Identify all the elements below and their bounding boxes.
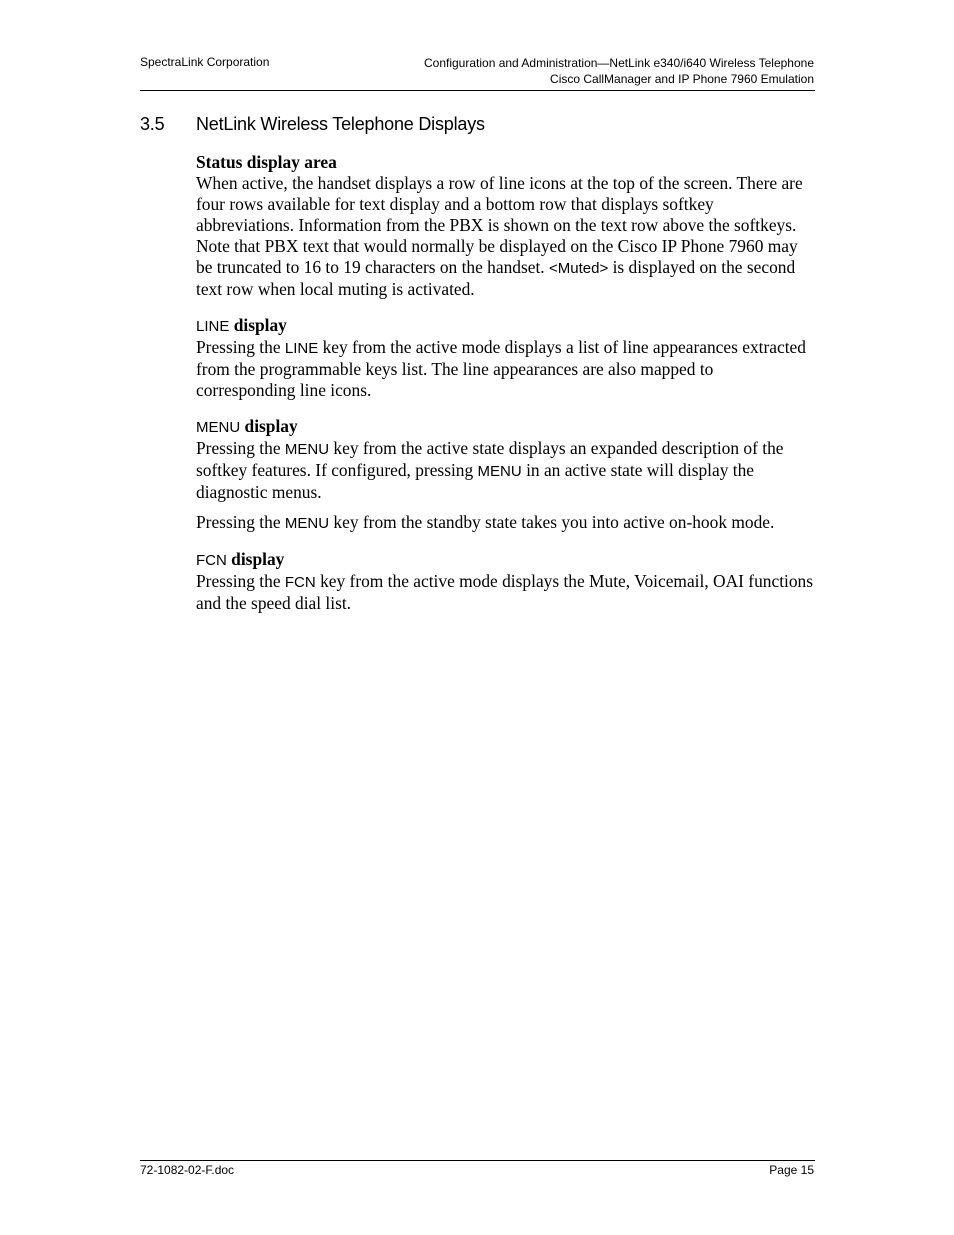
line-text-a: Pressing the: [196, 337, 285, 357]
menu-p1-key1: MENU: [284, 441, 330, 458]
line-heading-rest: display: [229, 315, 287, 335]
header-divider: [140, 90, 815, 91]
menu-paragraph-2: [196, 512, 814, 534]
line-heading-key: LINE: [196, 318, 230, 335]
footer-doc-id: 72-1082-02-F.doc: [140, 1163, 235, 1177]
muted-indicator: <Muted>: [549, 260, 609, 277]
menu-p2-key: MENU: [284, 515, 330, 532]
menu-p2-text-a: Pressing the: [196, 512, 285, 532]
menu-p1-text-c: in an active state will display the diagnostic menus.: [196, 460, 755, 502]
fcn-text-b: key from the active mode displays the Mute, Voicemail, OAI functions and the speed dial list.: [196, 571, 814, 613]
status-paragraph: [196, 173, 814, 300]
menu-heading: [196, 416, 814, 438]
fcn-heading-key: FCN: [196, 552, 227, 569]
menu-heading-rest: display: [240, 416, 298, 436]
fcn-display-block: [196, 549, 814, 614]
menu-p1-text-a: Pressing the: [196, 438, 285, 458]
menu-p1-key2: MENU: [477, 463, 522, 480]
fcn-paragraph: [196, 571, 814, 614]
line-key: LINE: [284, 340, 319, 357]
header-title-line2: Cisco CallManager and IP Phone 7960 Emulation: [550, 72, 814, 86]
status-text-b: is displayed on the second text row when local muting is activated.: [196, 257, 796, 299]
line-text-b: key from the active mode displays a list of line appearances extracted from the programmable keys list. The line appearances are also mapped to corresponding line icons.: [196, 337, 806, 400]
footer-page-number: Page 15: [769, 1163, 814, 1177]
line-paragraph: [196, 337, 814, 401]
menu-p1-text-b: key from the active state displays an expanded description of the softkey features. If configured, pressing: [196, 438, 784, 480]
line-heading: [196, 315, 814, 337]
menu-heading-key: MENU: [196, 419, 241, 436]
status-heading: Status display area: [196, 152, 337, 172]
section-number: 3.5: [140, 114, 165, 134]
header-title-line1: Configuration and Administration—NetLink e340/i640 Wireless Telephone: [423, 56, 814, 70]
fcn-text-a: Pressing the: [196, 571, 285, 591]
section-title: NetLink Wireless Telephone Displays: [196, 114, 485, 134]
section-body: [196, 152, 814, 629]
status-display-block: [196, 152, 814, 300]
section-heading: [140, 114, 485, 135]
header-company: SpectraLink Corporation: [140, 55, 270, 69]
status-text-a: When active, the handset displays a row of line icons at the top of the screen. There are four rows available for text display and a bottom row that displays softkey abbreviations. Information from the PBX is shown on the text row above the softkeys. Note that PBX text that would normally be displayed on the Cisco IP Phone 7960 may be truncated to 16 to 19 characters on the handset.: [196, 173, 803, 277]
line-display-block: [196, 315, 814, 401]
menu-display-block: [196, 416, 814, 534]
footer-divider: [140, 1160, 815, 1161]
menu-paragraph-1: [196, 438, 814, 503]
menu-p2-text-b: key from the standby state takes you into active on-hook mode.: [329, 512, 775, 532]
fcn-heading-rest: display: [226, 549, 285, 569]
fcn-key: FCN: [284, 574, 316, 591]
fcn-heading: [196, 549, 814, 571]
header-title: [424, 55, 814, 87]
